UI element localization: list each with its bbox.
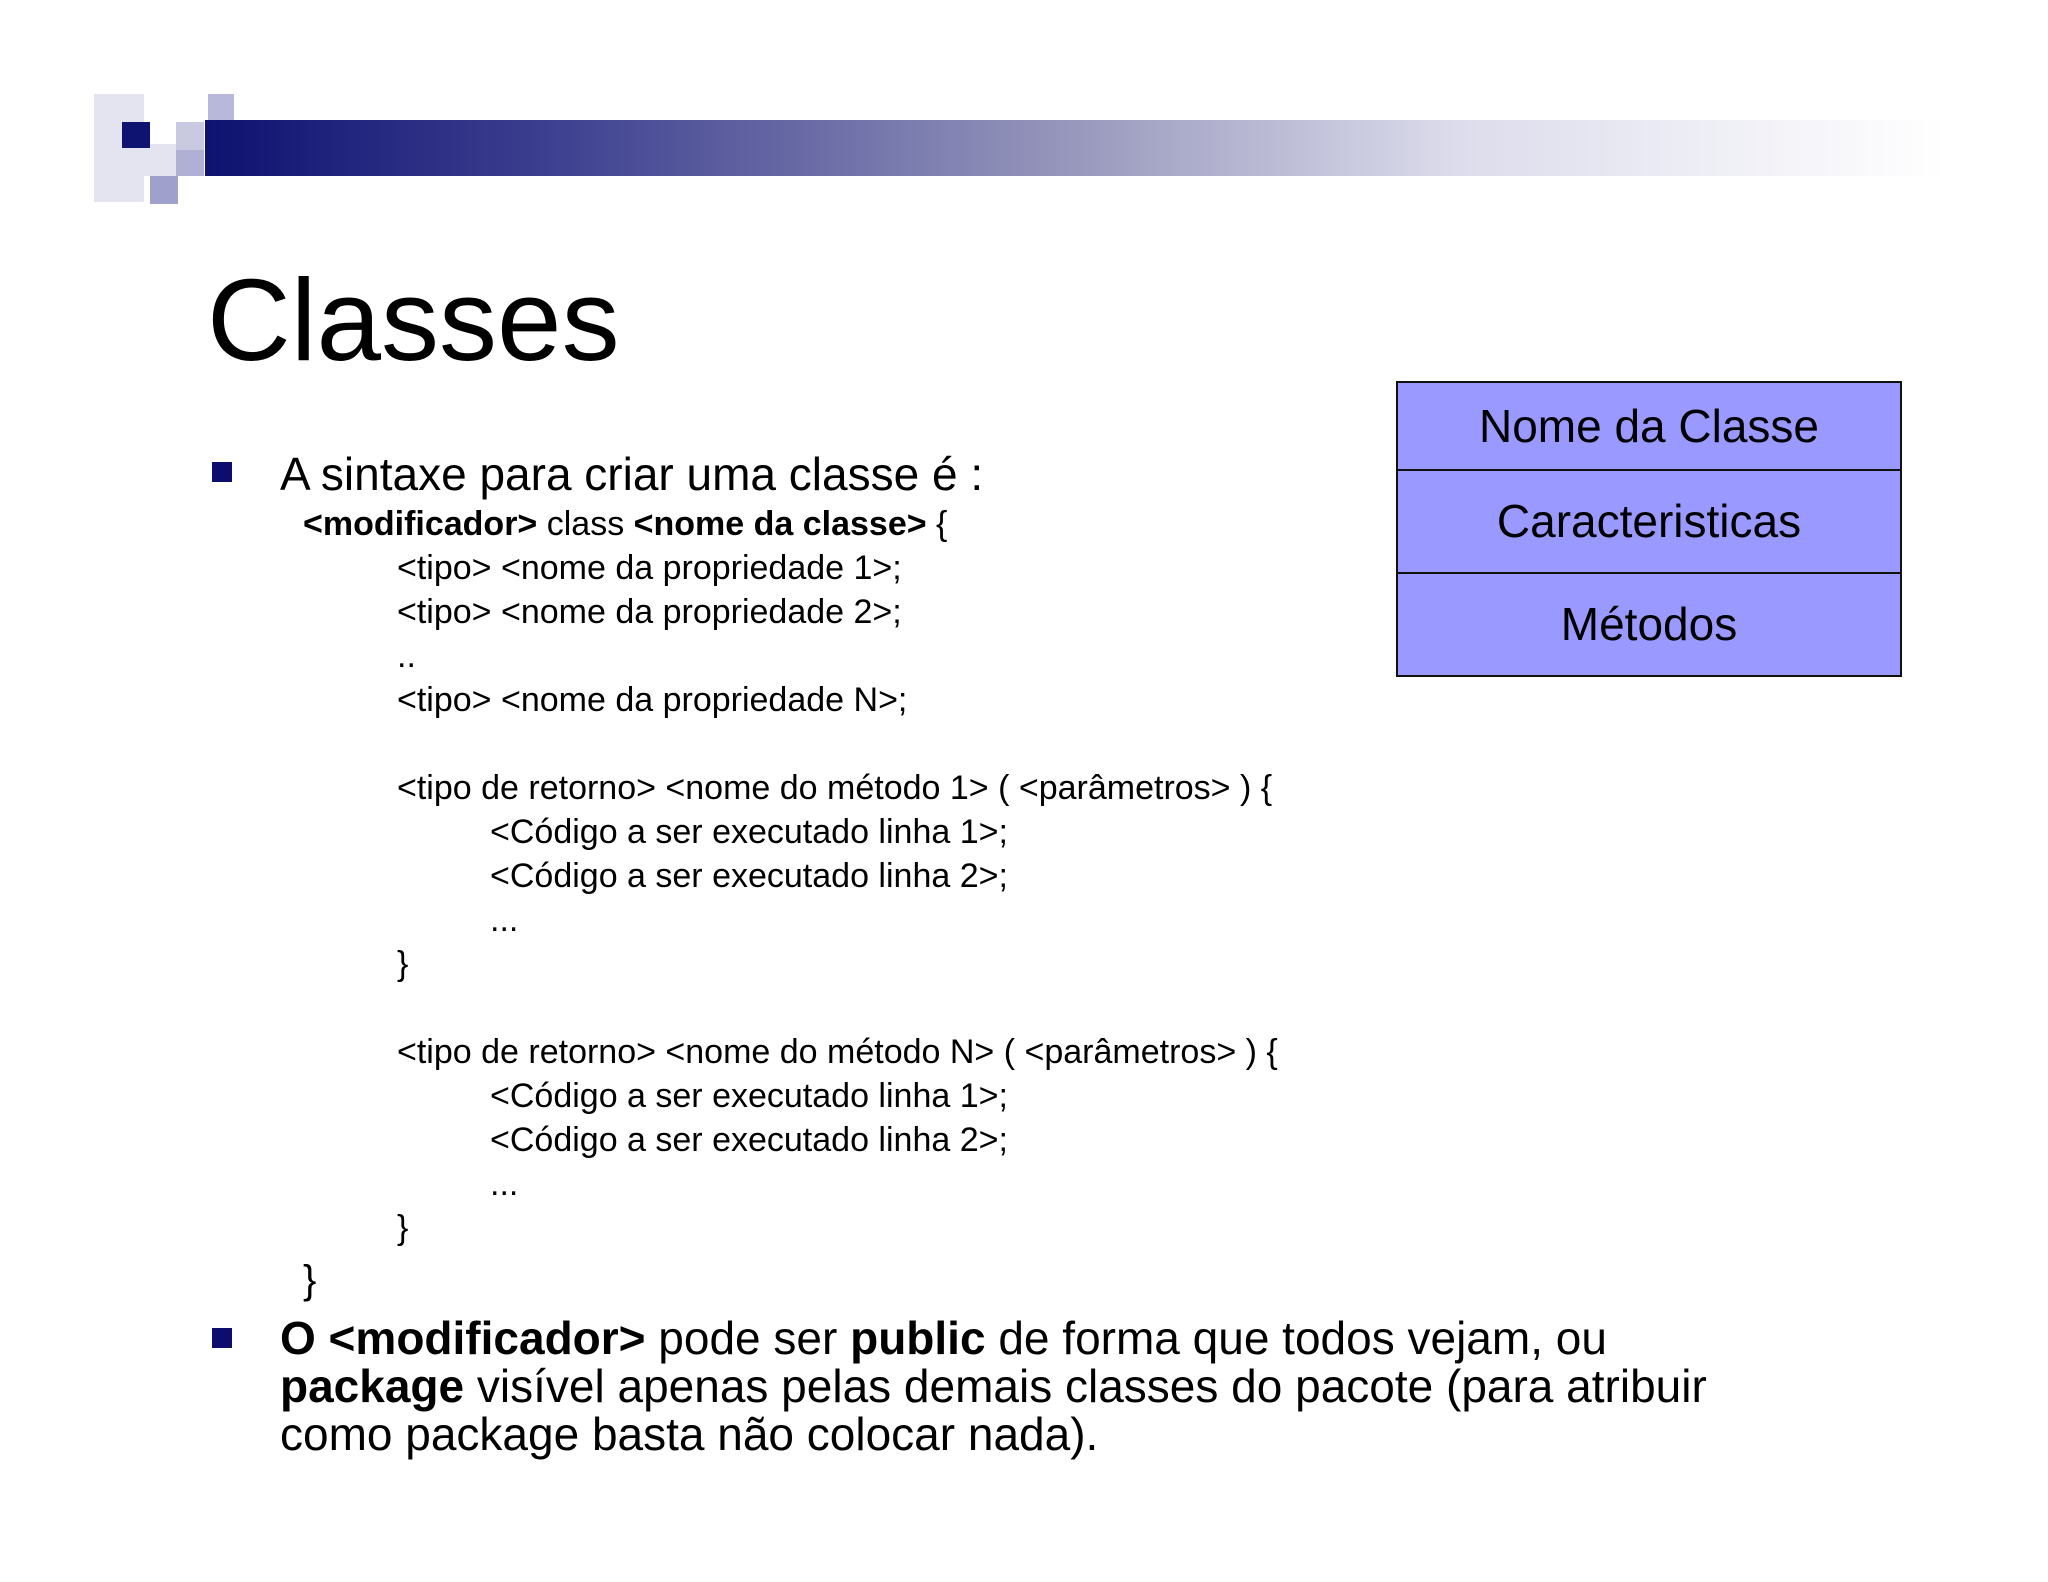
title-gradient-bar <box>205 120 1945 176</box>
method-signature-1: <tipo de retorno> <nome do método 1> ( <parâmetros> ) { <box>397 769 1273 807</box>
property-line-n: <tipo> <nome da propriedade N>; <box>397 681 908 719</box>
method-1-close-brace: } <box>397 945 409 983</box>
uml-methods: Métodos <box>1398 574 1900 675</box>
method-n-code-line-2: <Código a ser executado linha 2>; <box>490 1121 1008 1159</box>
class-close-brace: } <box>303 1258 317 1302</box>
bullet-square-icon <box>212 462 232 482</box>
uml-attributes: Caracteristicas <box>1398 471 1900 574</box>
deco-square <box>150 176 178 204</box>
package-term: package <box>280 1360 465 1412</box>
method-n-close-brace: } <box>397 1209 409 1247</box>
bullet-intro-text: A sintaxe para criar uma classe é : <box>280 448 984 500</box>
explanation-text: pode ser <box>645 1312 851 1364</box>
modifier-token: <modificador> <box>303 505 538 543</box>
deco-square <box>176 122 204 150</box>
explanation-text: de forma que todos vejam, ou <box>985 1312 1607 1364</box>
deco-square <box>144 144 176 176</box>
deco-square <box>176 150 204 176</box>
open-brace: { <box>926 505 948 543</box>
property-ellipsis: .. <box>397 637 416 675</box>
method-n-ellipsis: ... <box>490 1165 519 1203</box>
method-1-code-line-2: <Código a ser executado linha 2>; <box>490 857 1008 895</box>
modifier-term: O <modificador> <box>280 1312 646 1364</box>
class-keyword: class <box>537 505 634 543</box>
explanation-text: visível apenas pelas demais classes do pacote (para atribuir <box>464 1360 1707 1412</box>
public-term: public <box>850 1312 986 1364</box>
method-1-ellipsis: ... <box>490 901 519 939</box>
deco-square <box>94 94 144 202</box>
uml-class-name: Nome da Classe <box>1398 383 1900 471</box>
modifier-explanation-line-3: como package basta não colocar nada). <box>280 1408 1099 1460</box>
modifier-explanation-line-1 <box>280 1312 1607 1364</box>
modifier-explanation-line-2 <box>280 1360 1707 1412</box>
class-name-token: <nome da classe> <box>633 505 927 543</box>
uml-class-diagram <box>1396 381 1902 677</box>
method-1-code-line-1: <Código a ser executado linha 1>; <box>490 813 1008 851</box>
deco-square <box>208 94 234 122</box>
bullet-square-icon <box>212 1328 232 1348</box>
method-n-code-line-1: <Código a ser executado linha 1>; <box>490 1077 1008 1115</box>
class-declaration-line <box>303 507 947 541</box>
deco-square <box>122 122 150 148</box>
property-line-1: <tipo> <nome da propriedade 1>; <box>397 549 902 587</box>
property-line-2: <tipo> <nome da propriedade 2>; <box>397 593 902 631</box>
method-signature-n: <tipo de retorno> <nome do método N> ( <parâmetros> ) { <box>397 1033 1278 1071</box>
slide-title: Classes <box>207 255 620 385</box>
